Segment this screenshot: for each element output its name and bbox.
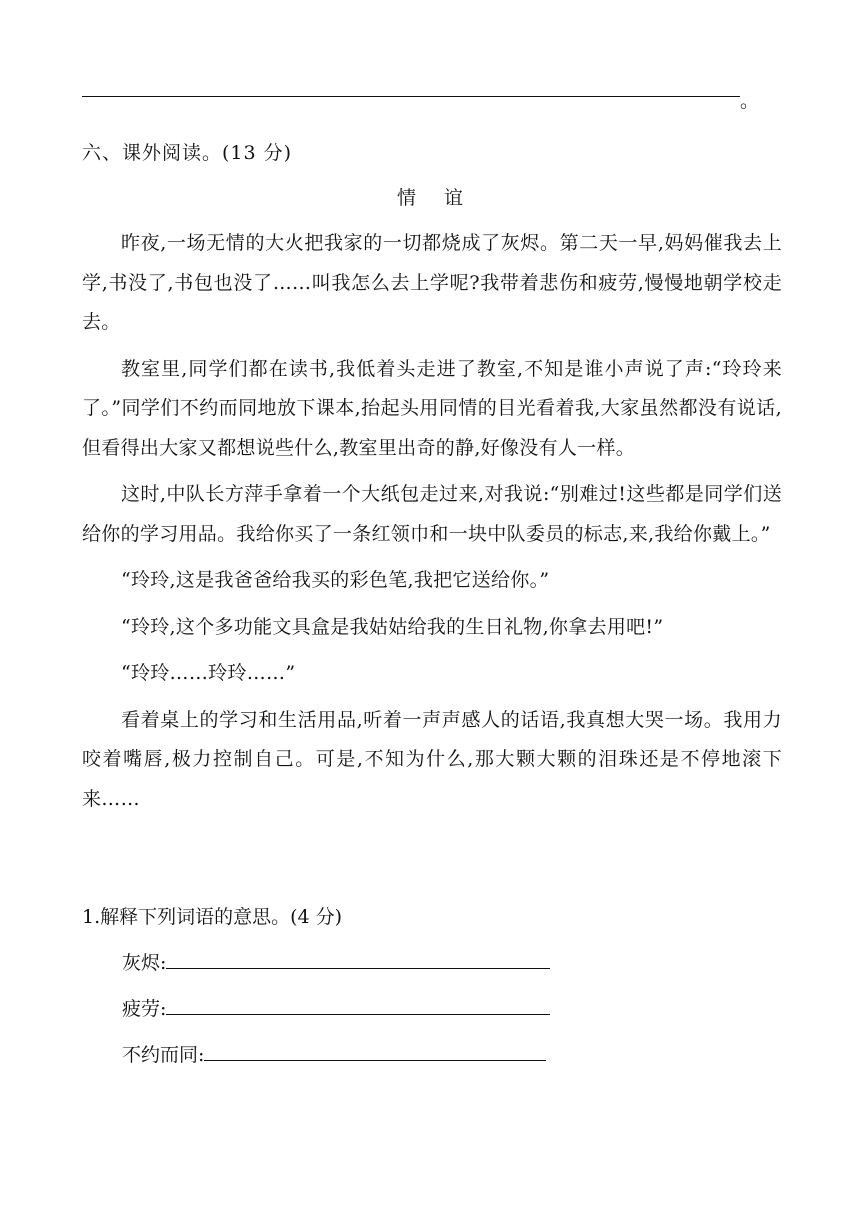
definition-word: 灰烬:: [122, 952, 167, 974]
definition-row-ashes: [122, 948, 550, 975]
story-paragraph: 这时,中队长方萍手拿着一个大纸包走过来,对我说:“别难过!这些都是同学们送给你的学习用品。我给你买了一条红领巾和一块中队委员的标志,来,我给你戴上。”: [82, 483, 782, 545]
story-paragraph: “玲玲,这是我爸爸给我买的彩色笔,我把它送给你。”: [120, 569, 550, 591]
story-title: 情谊: [396, 187, 491, 209]
story-paragraph: “玲玲……玲玲……”: [120, 662, 296, 684]
definition-answer-line[interactable]: [166, 967, 550, 969]
answer-line-previous: [82, 96, 740, 97]
answer-line-period: 。: [740, 90, 760, 112]
question-1-prompt: 1.解释下列词语的意思。(4 分): [82, 906, 343, 928]
story-paragraph: 教室里,同学们都在读书,我低着头走进了教室,不知是谁小声说了声:“玲玲来了。”同学们不约而同地放下课本,抬起头用同情的目光看着我,大家虽然都没有说话,但看得出大家又都想说些什么,教室里出奇的静,好像没有人一样。: [82, 357, 782, 459]
definition-answer-line[interactable]: [204, 1059, 546, 1061]
definition-answer-line[interactable]: [166, 1013, 550, 1015]
story-paragraph: 昨夜,一场无情的大火把我家的一切都烧成了灰烬。第二天一早,妈妈催我去上学,书没了,书包也没了……叫我怎么去上学呢?我带着悲伤和疲劳,慢慢地朝学校走去。: [82, 232, 782, 333]
story-paragraph: 看着桌上的学习和生活用品,听着一声声感人的话语,我真想大哭一场。我用力咬着嘴唇,极力控制自己。可是,不知为什么,那大颗大颗的泪珠还是不停地滚下来……: [82, 708, 782, 810]
definition-word: 不约而同:: [122, 1044, 205, 1066]
story-body: [82, 224, 782, 826]
definition-row-coincide: [122, 1040, 546, 1067]
definition-word: 疲劳:: [122, 998, 167, 1020]
definition-row-fatigue: [122, 994, 550, 1021]
story-paragraph: “玲玲,这个多功能文具盒是我姑姑给我的生日礼物,你拿去用吧!”: [120, 615, 664, 638]
section-heading: 六、课外阅读。(13 分): [82, 142, 293, 164]
